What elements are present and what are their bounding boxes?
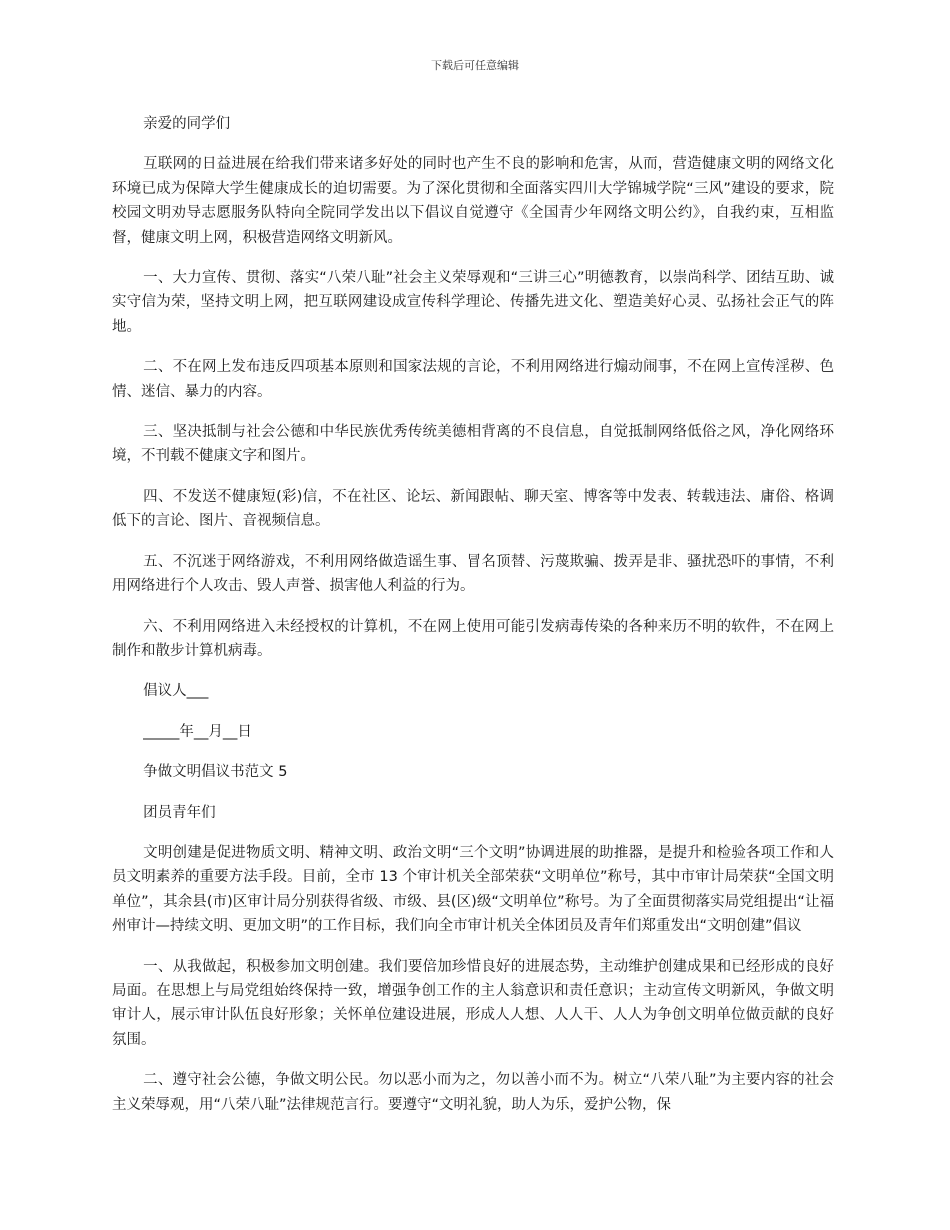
proposal-item-5: 五、不沉迷于网络游戏，不利用网络做造谣生事、冒名顶替、污蔑欺骗、拨弄是非、骚扰恐吓的事情，不利用网络进行个人攻击、毁人声誉、损害他人利益的行为。	[112, 553, 834, 595]
page-header: 下载后可任意编辑	[431, 59, 519, 72]
initiative-item-2: 二、遵守社会公德，争做文明公民。勿以恶小而为之，勿以善小而不为。树立“八荣八耻”为主要内容的社会主义荣辱观，用“八荣八耻”法律规范言行。要遵守“文明礼貌，助人为乐，爱护公物，保	[112, 1072, 834, 1113]
proposal-item-3: 三、坚决抵制与社会公德和中华民族优秀传统美德相背离的不良信息，自觉抵制网络低俗之风，净化网络环境，不刊载不健康文字和图片。	[112, 424, 834, 465]
date-line: _____年__月__日	[143, 723, 252, 740]
initiative-item-1: 一、从我做起，积极参加文明创建。我们要倍加珍惜良好的进展态势，主动维护创建成果和已经形成的良好局面。在思想上与局党组始终保持一致，增强争创工作的主人翁意识和责任意识；主动宣传文明新风，争做文明审计人，展示审计队伍良好形象；关怀单位建设进展，形成人人想、人人干、人人为争创文明单位做贡献的良好氛围。	[112, 958, 834, 1048]
proposal-item-4: 四、不发送不健康短(彩)信，不在社区、论坛、新闻跟帖、聊天室、博客等中发表、转载违法、庸俗、格调低下的言论、图片、音视频信息。	[112, 488, 834, 530]
salutation-2: 团员青年们	[143, 804, 216, 821]
salutation: 亲爱的同学们	[143, 116, 231, 132]
signatory-line: 倡议人___	[143, 683, 209, 700]
proposal-item-1: 一、大力宣传、贯彻、落实“八荣八耻”社会主义荣辱观和“三讲三心”明德教育，以崇尚科学、团结互助、诚实守信为荣，坚持文明上网，把互联网建设成宣传科学理论、传播先进文化、塑造美好心灵、弘扬社会正气的阵地。	[112, 270, 834, 335]
document-body	[112, 112, 834, 1133]
section-title: 争做文明倡议书范文 5	[143, 764, 288, 781]
proposal-item-6: 六、不利用网络进入未经授权的计算机，不在网上使用可能引发病毒传染的各种来历不明的软件，不在网上制作和散步计算机病毒。	[112, 618, 834, 659]
intro-paragraph: 互联网的日益进展在给我们带来诸多好处的同时也产生不良的影响和危害，从而，营造健康文明的网络文化环境已成为保障大学生健康成长的迫切需要。为了深化贯彻和全面落实四川大学锦城学院“三风”建设的要求，院校园文明劝导志愿服务队特向全院同学发出以下倡议自觉遵守《全国青少年网络文明公约》，自我约束，互相监督，健康文明上网，积极营造网络文明新风。	[112, 156, 834, 246]
intro-paragraph-2: 文明创建是促进物质文明、精神文明、政治文明“三个文明”协调进展的助推器，是提升和检验各项工作和人员文明素养的重要方法手段。目前，全市 13 个审计机关全部荣获“文明单位”称号，其中市审计局荣获“全国文明单位”，其余县(市)区审计局分别获得省级、市级、县(区)级“文明单位”称号。为了全面贯彻落实局党组提出“让福州审计—持续文明、更加文明”的工作目标，我们向全市审计机关全体团员及青年们郑重发出“文明创建”倡议	[112, 844, 834, 935]
proposal-item-2: 二、不在网上发布违反四项基本原则和国家法规的言论，不利用网络进行煽动闹事，不在网上宣传淫秽、色情、迷信、暴力的内容。	[112, 359, 834, 400]
